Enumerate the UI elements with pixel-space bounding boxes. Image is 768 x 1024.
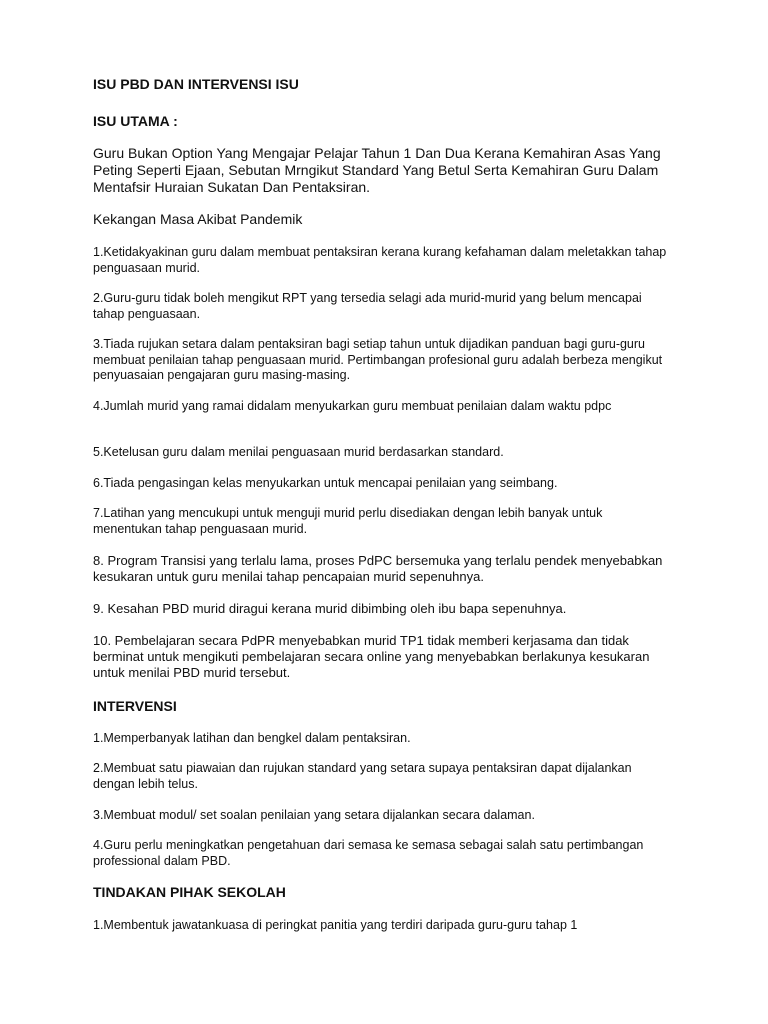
main-issue-paragraph: Guru Bukan Option Yang Mengajar Pelajar Tahun 1 Dan Dua Kerana Kemahiran Asas Yang Peting Seperti Ejaan, Sebutan Mrngikut Standard Yang Betul Serta Kemahiran Guru Dalam Mentafsir Huraian Sukatan Dan Pentaksiran. — [93, 145, 661, 195]
issue-item-8: 8. Program Transisi yang terlalu lama, proses PdPC bersemuka yang terlalu pendek menyebabkan kesukaran untuk guru menilai tahap pencapaian murid sepenuhnya. — [93, 553, 663, 584]
intervention-item-3: 3.Membuat modul/ set soalan penilaian yang setara dijalankan secara dalaman. — [93, 808, 535, 822]
issue-item-2: 2.Guru-guru tidak boleh mengikut RPT yang tersedia selagi ada murid-murid yang belum mencapai tahap penguasaan. — [93, 291, 642, 321]
document-title: ISU PBD DAN INTERVENSI ISU — [93, 76, 299, 92]
intervention-item-1: 1.Memperbanyak latihan dan bengkel dalam pentaksiran. — [93, 731, 411, 745]
issue-item-7: 7.Latihan yang mencukupi untuk menguji murid perlu disediakan dengan lebih banyak untuk menentukan tahap penguasaan murid. — [93, 506, 603, 536]
school-action-heading: TINDAKAN PIHAK SEKOLAH — [93, 884, 286, 900]
issue-item-10: 10. Pembelajaran secara PdPR menyebabkan murid TP1 tidak memberi kerjasama dan tidak berminat untuk mengikuti pembelajaran secara online yang menyebabkan berlakunya kesukaran untuk menilai PBD murid tersebut. — [93, 633, 650, 680]
issue-item-1: 1.Ketidakyakinan guru dalam membuat pentaksiran kerana kurang kefahaman dalam meletakkan tahap penguasaan murid. — [93, 245, 667, 275]
issue-item-6: 6.Tiada pengasingan kelas menyukarkan untuk mencapai penilaian yang seimbang. — [93, 476, 558, 490]
main-issue-heading: ISU UTAMA : — [93, 113, 178, 129]
issue-item-3: 3.Tiada rujukan setara dalam pentaksiran bagi setiap tahun untuk dijadikan panduan bagi guru-guru membuat penilaian tahap penguasaan murid. Pertimbangan profesional guru adalah berbeza mengikut penyuasaian pengajaran guru masing-masing. — [93, 337, 663, 382]
school-action-item-1: 1.Membentuk jawatankuasa di peringkat panitia yang terdiri daripada guru-guru tahap 1 — [93, 918, 578, 932]
intervention-item-4: 4.Guru perlu meningkatkan pengetahuan dari semasa ke semasa sebagai salah satu pertimbangan professional dalam PBD. — [93, 838, 644, 868]
issue-item-4: 4.Jumlah murid yang ramai didalam menyukarkan guru membuat penilaian dalam waktu pdpc — [93, 399, 612, 413]
issue-item-9: 9. Kesahan PBD murid diragui kerana murid dibimbing oleh ibu bapa sepenuhnya. — [93, 601, 567, 616]
intervention-item-2: 2.Membuat satu piawaian dan rujukan standard yang setara supaya pentaksiran dapat dijalankan dengan lebih telus. — [93, 761, 632, 791]
constraint-text: Kekangan Masa Akibat Pandemik — [93, 211, 303, 227]
intervention-heading: INTERVENSI — [93, 698, 177, 714]
issue-item-5: 5.Ketelusan guru dalam menilai penguasaan murid berdasarkan standard. — [93, 445, 504, 459]
